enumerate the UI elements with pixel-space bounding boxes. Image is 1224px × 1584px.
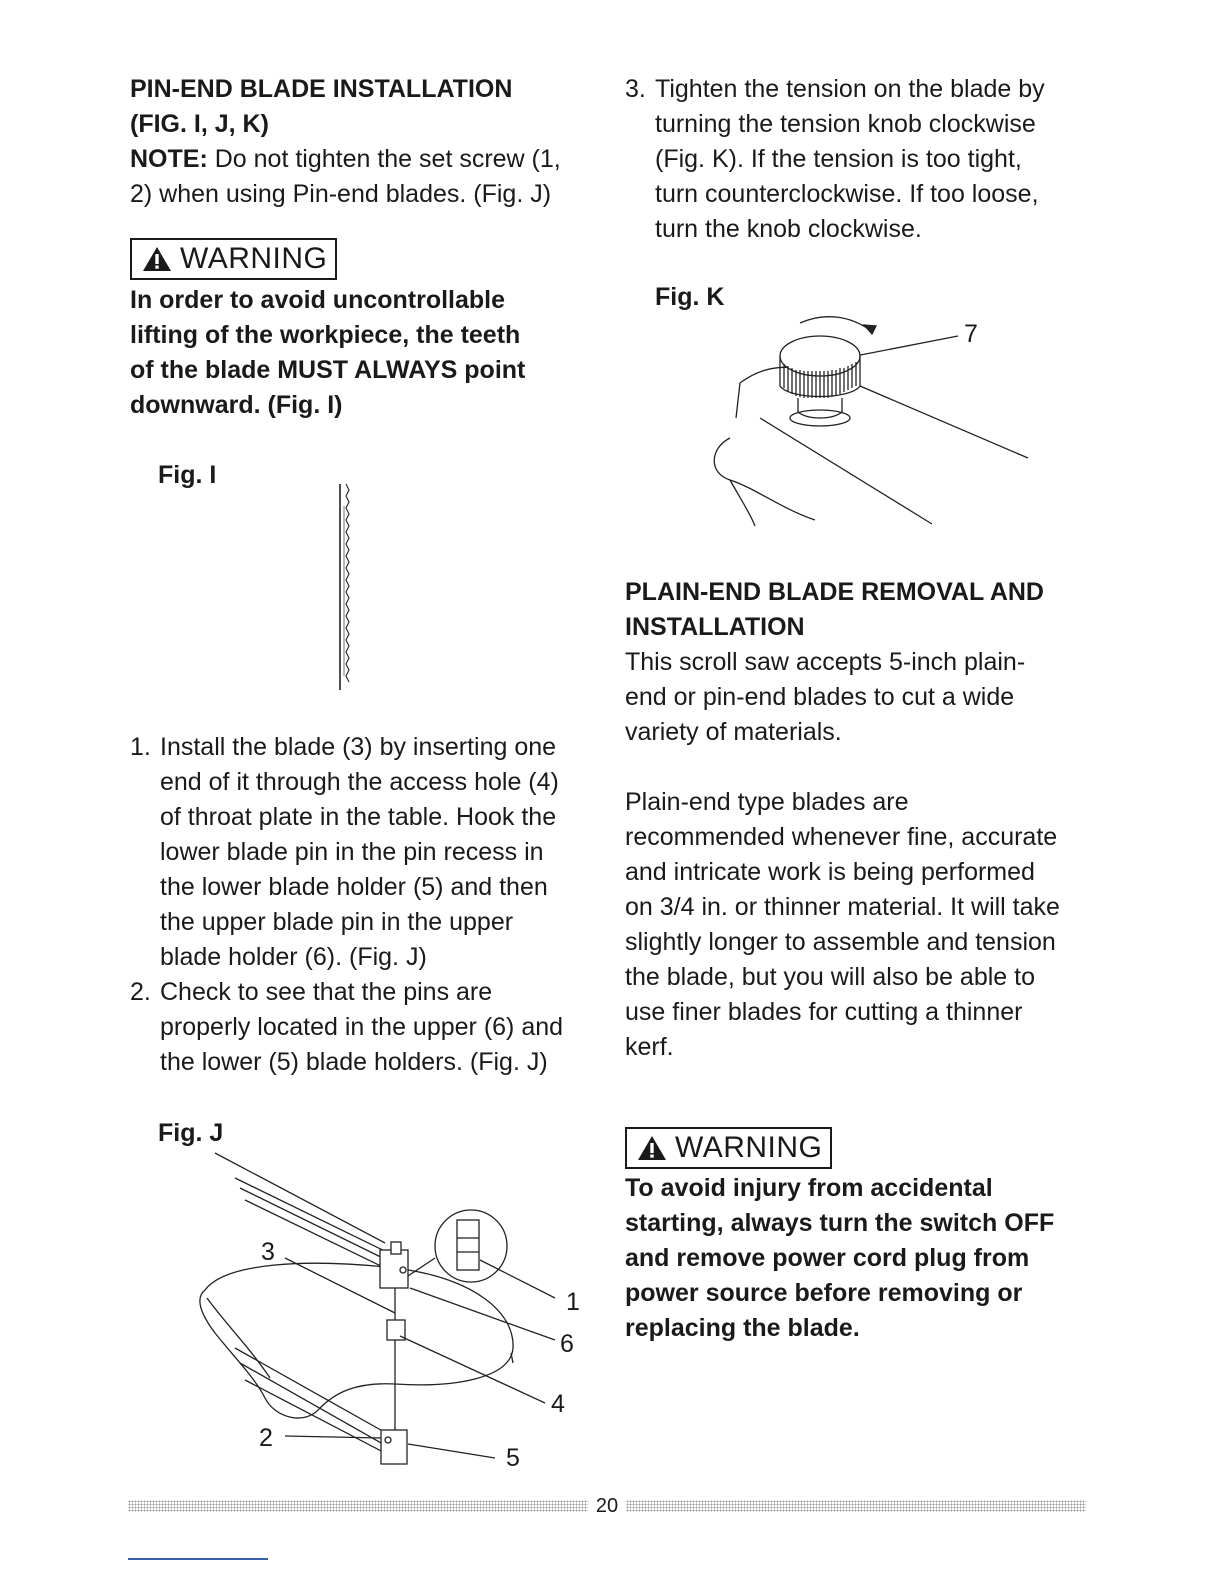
note (130, 142, 600, 177)
callout-6: 6 (560, 1330, 574, 1358)
callout-1: 1 (566, 1288, 580, 1316)
callout-2: 2 (259, 1424, 273, 1452)
section-heading: PLAIN-END BLADE REMOVAL AND (625, 578, 1044, 606)
para-line: use finer blades for cutting a thinner (625, 998, 1023, 1026)
step-line: of throat plate in the table. Hook the (160, 803, 557, 831)
section-heading-sub: INSTALLATION (625, 613, 805, 641)
warning-line: To avoid injury from accidental (625, 1174, 993, 1202)
page-number: 20 (595, 1495, 619, 1517)
warning-line: lifting of the workpiece, the teeth (130, 321, 521, 349)
step-line: the lower blade holder (5) and then (160, 873, 548, 901)
para-line: recommended whenever fine, accurate (625, 823, 1058, 851)
fig-k-label: Fig. K (655, 283, 725, 311)
para-line: This scroll saw accepts 5-inch plain- (625, 648, 1026, 676)
step-number: 1. (130, 733, 151, 761)
fig-j-label: Fig. J (158, 1119, 224, 1147)
step-line: lower blade pin in the pin recess in (160, 838, 544, 866)
step-number: 3. (625, 75, 646, 103)
warning-text (625, 1171, 1095, 1346)
step-line: blade holder (6). (Fig. J) (160, 943, 427, 971)
callout-4: 4 (551, 1390, 565, 1418)
steps-list (130, 730, 600, 1080)
step-2 (130, 975, 600, 1080)
fig-k-illustration (700, 308, 1040, 533)
note-continued: 2) when using Pin-end blades. (Fig. J) (130, 180, 552, 208)
step-line: end of it through the access hole (4) (160, 768, 559, 796)
warning-line: and remove power cord plug from (625, 1244, 1030, 1272)
warning-triangle-icon (142, 246, 172, 272)
warning-text (130, 283, 600, 423)
step-3-list (625, 72, 1095, 247)
para-line: variety of materials. (625, 718, 842, 746)
warning-line: replacing the blade. (625, 1314, 860, 1342)
step-line: (Fig. K). If the tension is too tight, (655, 145, 1022, 173)
step-number: 2. (130, 978, 151, 1006)
page-footer (128, 1494, 1086, 1518)
fig-i-blade-illustration (330, 476, 370, 692)
para-line: end or pin-end blades to cut a wide (625, 683, 1015, 711)
warning-box (130, 238, 337, 280)
para-line: kerf. (625, 1033, 674, 1061)
step-3 (625, 72, 1095, 247)
bottom-rule (128, 1558, 268, 1560)
section-heading: PIN-END BLADE INSTALLATION (130, 75, 513, 103)
warning-line: downward. (Fig. I) (130, 391, 343, 419)
note-text: Do not tighten the set screw (1, (207, 145, 561, 173)
warning-label: WARNING (180, 242, 328, 275)
section-heading-sub: (FIG. I, J, K) (130, 110, 269, 138)
callout-5: 5 (506, 1444, 520, 1472)
step-line: turn the knob clockwise. (655, 215, 922, 243)
step-line: turn counterclockwise. If too loose, (655, 180, 1039, 208)
plain-end-paragraph-2 (625, 785, 1095, 1065)
para-line: on 3/4 in. or thinner material. It will take (625, 893, 1060, 921)
warning-line: power source before removing or (625, 1279, 1023, 1307)
step-1 (130, 730, 600, 975)
plain-end-section (625, 575, 1095, 750)
step-line: properly located in the upper (6) and (160, 1013, 564, 1041)
step-line: the lower (5) blade holders. (Fig. J) (160, 1048, 548, 1076)
footer-pattern-right (626, 1500, 1086, 1512)
step-line: turning the tension knob clockwise (655, 110, 1036, 138)
fig-i-label: Fig. I (158, 461, 217, 489)
warning-box (625, 1127, 832, 1169)
step-line: Tighten the tension on the blade by (655, 75, 1045, 103)
step-line: the upper blade pin in the upper (160, 908, 514, 936)
callout-3: 3 (261, 1238, 275, 1266)
para-line: and intricate work is being performed (625, 858, 1035, 886)
pin-end-section (130, 72, 600, 212)
para-line: the blade, but you will also be able to (625, 963, 1035, 991)
para-line: Plain-end type blades are (625, 788, 909, 816)
warning-line: In order to avoid uncontrollable (130, 286, 506, 314)
warning-line: of the blade MUST ALWAYS point (130, 356, 526, 384)
warning-label: WARNING (675, 1131, 823, 1164)
para-line: slightly longer to assemble and tension (625, 928, 1056, 956)
step-line: Install the blade (3) by inserting one (160, 733, 557, 761)
warning-triangle-icon (637, 1135, 667, 1161)
callout-7: 7 (964, 320, 978, 348)
footer-pattern-left (128, 1500, 588, 1512)
fig-j-illustration (195, 1148, 600, 1478)
note-label: NOTE: (130, 145, 208, 173)
warning-line: starting, always turn the switch OFF (625, 1209, 1055, 1237)
step-line: Check to see that the pins are (160, 978, 493, 1006)
